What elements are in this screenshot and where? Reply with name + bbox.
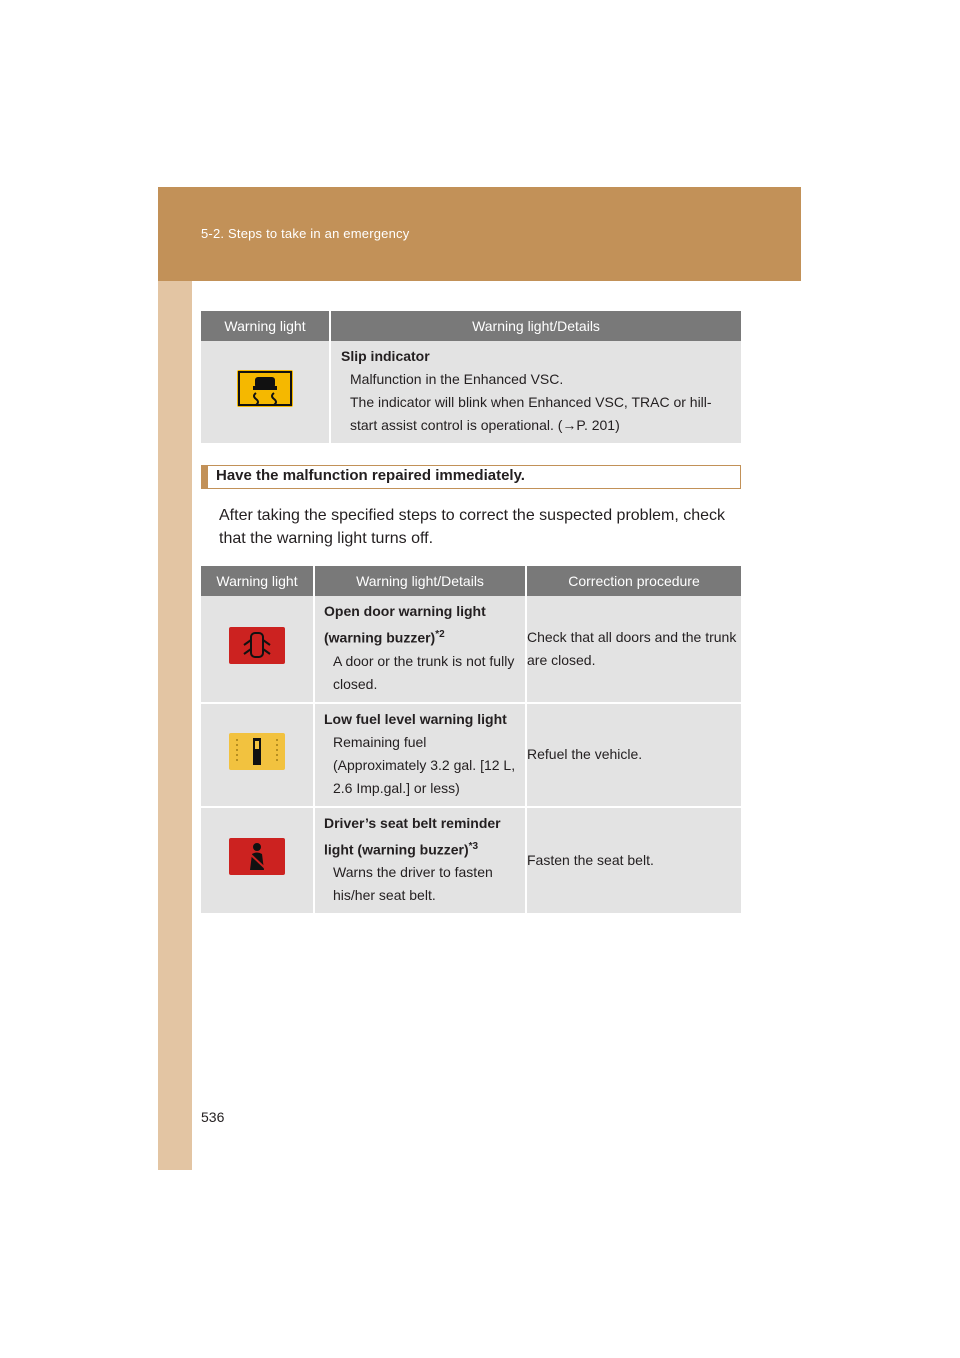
detail-title: Slip indicator xyxy=(341,348,430,364)
detail-line: Malfunction in the Enhanced VSC. xyxy=(350,371,564,387)
detail-title: Low fuel level warning light xyxy=(324,710,507,727)
detail-line: Remaining fuel (Approximately 3.2 gal. [12 L, 2.6 Imp.gal.] or less) xyxy=(333,733,516,796)
detail-title-text: Open door warning light (warning buzzer) xyxy=(324,603,486,646)
icon-cell xyxy=(201,341,330,443)
icon-cell xyxy=(201,807,314,914)
detail-title xyxy=(324,600,517,650)
fuel-icon xyxy=(229,733,285,770)
seat-belt-icon xyxy=(229,838,285,875)
table-row xyxy=(201,703,741,807)
column-header-details: Warning light/Details xyxy=(330,311,741,341)
open-door-icon xyxy=(229,627,285,664)
notice-text: Have the malfunction repaired immediately. xyxy=(216,467,525,484)
slip-indicator-icon xyxy=(237,370,293,407)
warning-light-table-1 xyxy=(201,311,741,443)
table-row xyxy=(201,341,741,443)
correction-cell: Fasten the seat belt. xyxy=(526,807,741,914)
footnote-marker: *3 xyxy=(468,840,479,852)
details-cell xyxy=(314,596,526,703)
table-row xyxy=(201,596,741,703)
detail-title-text: Driver’s seat belt reminder light (warning buzzer) xyxy=(324,814,501,858)
page-number: 536 xyxy=(201,1109,225,1125)
details-cell xyxy=(330,341,741,443)
table-row xyxy=(201,807,741,914)
detail-title xyxy=(324,812,517,862)
notice-bar xyxy=(201,465,741,489)
details-cell xyxy=(314,807,526,914)
footnote-marker: *2 xyxy=(435,629,445,640)
correction-cell: Refuel the vehicle. xyxy=(526,703,741,807)
warning-light-table-2 xyxy=(201,566,741,913)
section-title: 5-2. Steps to take in an emergency xyxy=(201,226,410,241)
column-header-correction: Correction procedure xyxy=(526,566,741,596)
correction-cell: Check that all doors and the trunk are closed. xyxy=(526,596,741,703)
details-cell xyxy=(314,703,526,807)
side-strip xyxy=(158,281,192,1170)
detail-line: The indicator will blink when Enhanced VSC, TRAC or hill-start assist control is operational. (→P. 201) xyxy=(350,394,712,433)
column-header-details: Warning light/Details xyxy=(314,566,526,596)
icon-cell xyxy=(201,703,314,807)
body-text: After taking the specified steps to correct the suspected problem, check that the warning light turns off. xyxy=(219,507,726,547)
detail-line: Warns the driver to fasten his/her seat belt. xyxy=(333,864,493,904)
icon-cell xyxy=(201,596,314,703)
detail-line: A door or the trunk is not fully closed. xyxy=(333,652,515,692)
column-header-warning-light: Warning light xyxy=(201,566,314,596)
column-header-warning-light: Warning light xyxy=(201,311,330,341)
